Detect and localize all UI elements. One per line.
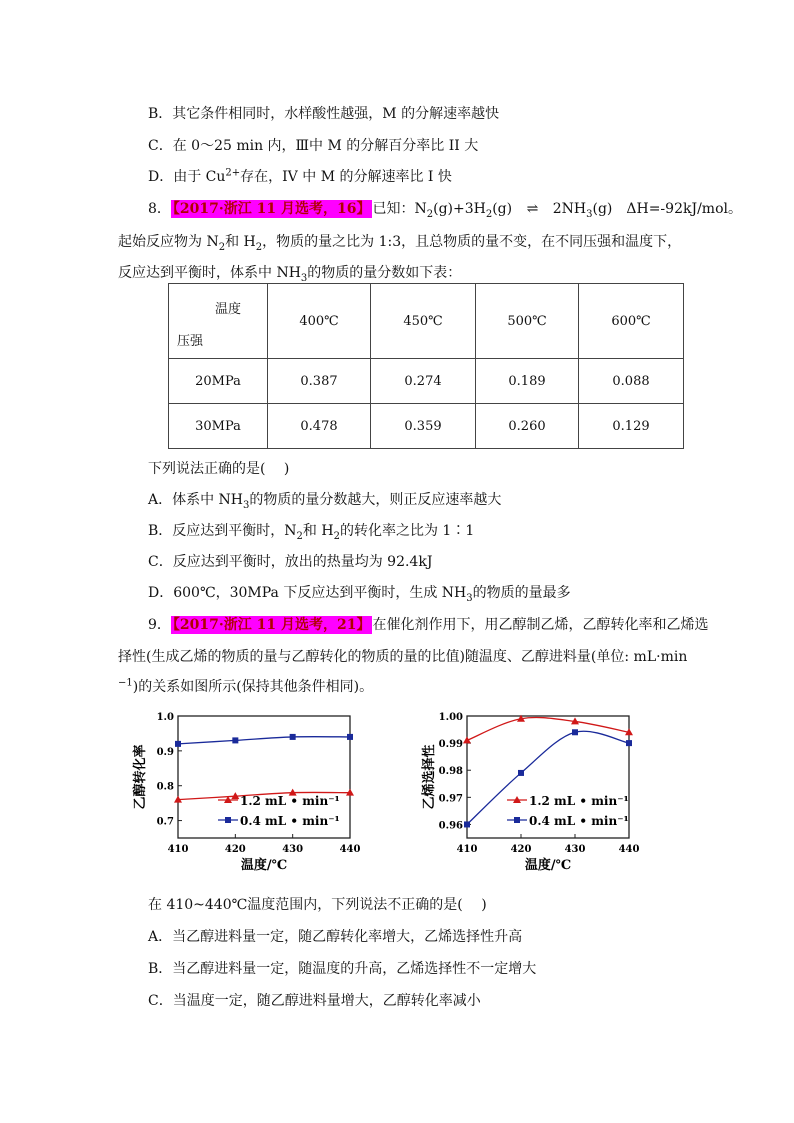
table-corner: 温度 压强 (169, 284, 268, 359)
q9-stem-line1: 9． 【2017·浙江 11 月选考，21】 在催化剂作用下，用乙醇制乙烯，乙醇转化率和乙烯选 (148, 617, 709, 633)
q8-stem-line1: 8． 【2017·浙江 11 月选考，16】 已知：$N_2(g)+3H_2(g)$ ⇌ $2NH_3(g)$ ΔH=-92kJ/mol。 (148, 201, 742, 220)
x-axis-label: 温度/℃ (524, 858, 572, 873)
y-tick-label: 0.7 (156, 816, 174, 828)
x-tick-label: 420 (224, 844, 246, 855)
ethanol-conversion-chart (133, 706, 380, 876)
x-axis-label: 温度/℃ (240, 858, 288, 873)
data-point (572, 729, 578, 735)
q8-question: 下列说法正确的是( ) (148, 461, 290, 477)
x-tick-label: 410 (167, 844, 189, 855)
x-tick-label: 420 (510, 844, 532, 855)
q8-number: 8． (148, 201, 171, 217)
equilibrium-arrow-icon: ⇌ (526, 201, 539, 217)
legend-label: 1.2 mL • min⁻¹ (240, 794, 340, 808)
table-header: 600℃ (579, 284, 684, 359)
y-tick-label: 0.8 (156, 781, 174, 793)
series-line (467, 717, 629, 740)
q9-option-b: B．当乙醇进料量一定，随温度的升高，乙烯选择性不一定增大 (148, 961, 537, 977)
y-axis-label: 乙醇转化率 (133, 744, 148, 810)
q9-stem-line3: $^{-1}$)的关系如图所示(保持其他条件相同)。 (118, 677, 374, 695)
y-tick-label: 0.99 (438, 739, 463, 751)
data-point (232, 737, 238, 743)
option-c-prev: C．在 0～25 min 内，Ⅲ中 M 的分解百分率比 II 大 (148, 138, 479, 154)
legend-marker (514, 817, 520, 823)
table-header: 400℃ (268, 284, 371, 359)
data-point (290, 734, 296, 740)
y-tick-label: 0.96 (438, 820, 463, 832)
q8-stem-line2: 起始反应物为 $N_2$和 $H_2$，物质的量之比为 1:3，且总物质的量不变，在不同压强和温度下， (118, 234, 682, 253)
q9-number: 9． (148, 617, 171, 633)
table-row: 30MPa 0.478 0.359 0.260 0.129 (169, 404, 684, 449)
q9-option-c: C．当温度一定，随乙醇进料量增大，乙醇转化率减小 (148, 993, 481, 1009)
series-line (467, 731, 629, 824)
data-point (464, 821, 470, 827)
y-tick-label: 0.98 (438, 766, 463, 778)
q8-source-tag: 【2017·浙江 11 月选考，16】 (172, 201, 371, 217)
y-tick-label: 1.00 (438, 712, 463, 723)
q8-stem-line3: 反应达到平衡时，体系中 $NH_3$的物质的量分数如下表： (118, 265, 462, 284)
x-tick-label: 430 (282, 844, 304, 855)
q8-option-c: C．反应达到平衡时，放出的热量均为 92.4kJ (148, 554, 433, 570)
y-tick-label: 1.0 (156, 712, 174, 723)
legend-label: 0.4 mL • min⁻¹ (529, 814, 629, 828)
x-tick-label: 410 (456, 844, 478, 855)
option-d-prev: D．由于 $Cu^{2+}$存在，IV 中 M 的分解速率比 I 快 (148, 167, 452, 185)
data-point (347, 734, 353, 740)
y-axis-label: 乙烯选择性 (422, 744, 437, 810)
q9-question: 在 410~440℃温度范围内，下列说法不正确的是( ) (148, 897, 487, 913)
q9-option-a: A．当乙醇进料量一定，随乙醇转化率增大，乙烯选择性升高 (148, 929, 523, 945)
q8-option-d: D．600℃，30MPa 下反应达到平衡时，生成 $NH_3$的物质的量最多 (148, 585, 571, 604)
legend-label: 0.4 mL • min⁻¹ (240, 814, 340, 828)
legend-marker (225, 817, 231, 823)
series-line (178, 737, 350, 744)
y-tick-label: 0.97 (438, 793, 463, 805)
data-point (626, 740, 632, 746)
ethylene-selectivity-chart (420, 706, 650, 876)
q8-option-b: B．反应达到平衡时，$N_2$和 $H_2$的转化率之比为 1∶1 (148, 523, 475, 542)
q9-stem-line2: 择性(生成乙烯的物质的量与乙醇转化的物质的量的比值)随温度、乙醇进料量(单位: mL·min (118, 649, 688, 665)
y-tick-label: 0.9 (156, 746, 174, 758)
table-row: 20MPa 0.387 0.274 0.189 0.088 (169, 359, 684, 404)
legend-label: 1.2 mL • min⁻¹ (529, 794, 629, 808)
option-b-prev: B．其它条件相同时，水样酸性越强，M 的分解速率越快 (148, 106, 500, 122)
q8-option-a: A．体系中 $NH_3$的物质的量分数越大，则正反应速率越大 (148, 492, 502, 511)
q9-source-tag: 【2017·浙江 11 月选考，21】 (172, 617, 371, 633)
x-tick-label: 440 (339, 844, 361, 855)
table-header: 450℃ (371, 284, 476, 359)
x-tick-label: 440 (618, 844, 640, 855)
x-tick-label: 430 (564, 844, 586, 855)
table-header: 500℃ (476, 284, 579, 359)
data-point (518, 770, 524, 776)
data-point (175, 741, 181, 747)
data-point (463, 736, 471, 743)
equilibrium-table (168, 283, 684, 449)
